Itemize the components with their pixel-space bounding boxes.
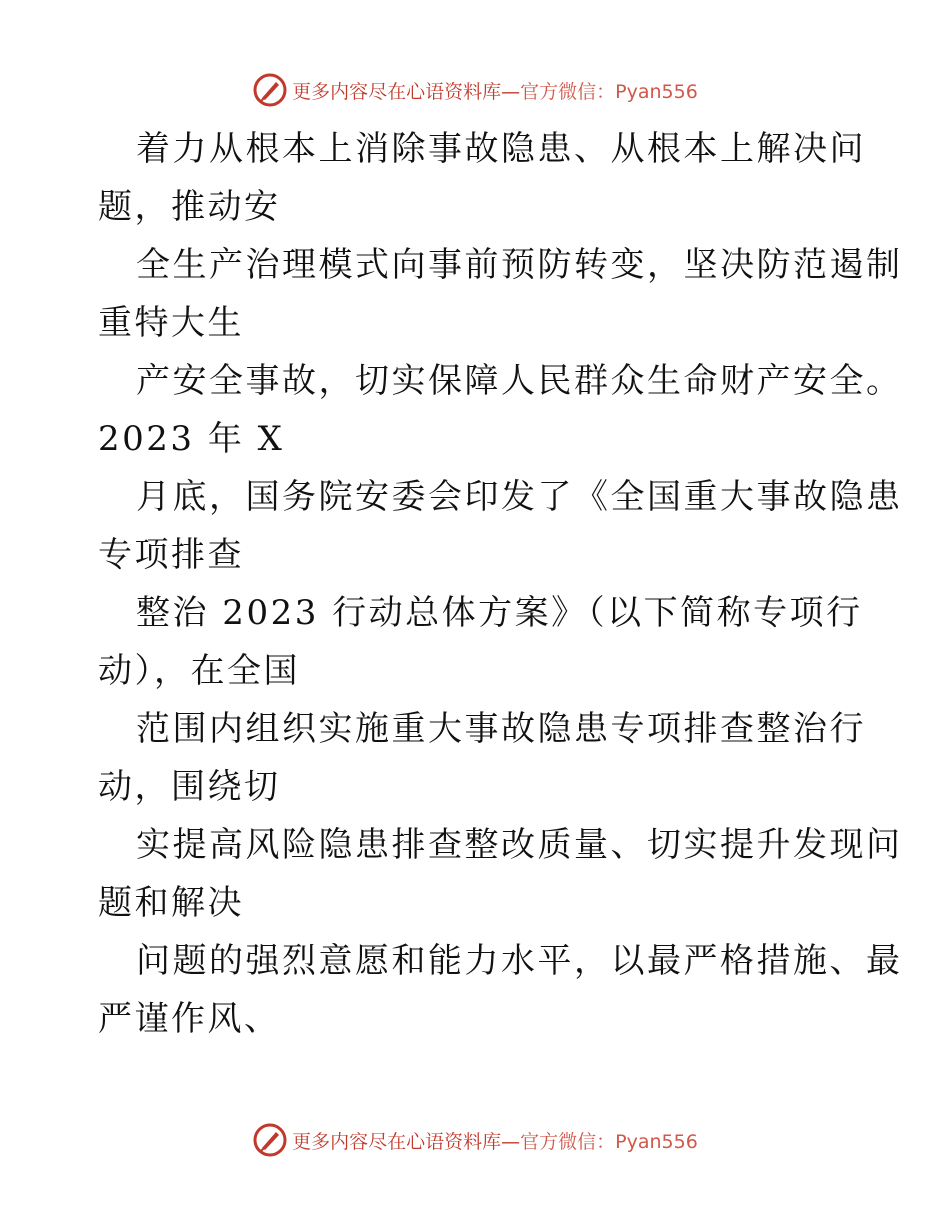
footer-watermark-banner — [0, 1120, 950, 1160]
text-line: 重特大生 — [98, 303, 244, 343]
text-line: 问题的强烈意愿和能力水平，以最严格措施、最 — [136, 941, 903, 981]
text-line: 动），在全国 — [98, 651, 300, 691]
document-body — [98, 120, 903, 1048]
text-line: 全生产治理模式向事前预防转变，坚决防范遏制 — [136, 245, 903, 285]
text-line: 整治 2023 行动总体方案》（以下简称专项行 — [136, 593, 863, 633]
text-line: 专项排查 — [98, 535, 244, 575]
header-watermark-banner — [0, 70, 950, 110]
banner-contact: 官方微信：Pyan556 — [520, 1130, 698, 1153]
text-line: 题，推动安 — [98, 187, 281, 227]
banner-contact: 官方微信：Pyan556 — [520, 80, 698, 103]
banner-text: 更多内容尽在心语资料库— — [292, 80, 521, 103]
text-line: 月底，国务院安委会印发了《全国重大事故隐患 — [136, 477, 903, 517]
text-line: 动，围绕切 — [98, 767, 281, 807]
text-line: 2023 年 X — [98, 419, 285, 459]
quill-circle-icon — [252, 72, 288, 108]
text-line: 着力从根本上消除事故隐患、从根本上解决问 — [136, 129, 866, 169]
quill-circle-icon — [252, 1122, 288, 1158]
banner-text: 更多内容尽在心语资料库— — [292, 1130, 521, 1153]
text-line: 题和解决 — [98, 883, 244, 923]
text-line: 实提高风险隐患排查整改质量、切实提升发现问 — [136, 825, 903, 865]
text-line: 范围内组织实施重大事故隐患专项排查整治行 — [136, 709, 866, 749]
text-line: 产安全事故，切实保障人民群众生命财产安全。 — [136, 361, 903, 401]
text-line: 严谨作风、 — [98, 999, 281, 1039]
